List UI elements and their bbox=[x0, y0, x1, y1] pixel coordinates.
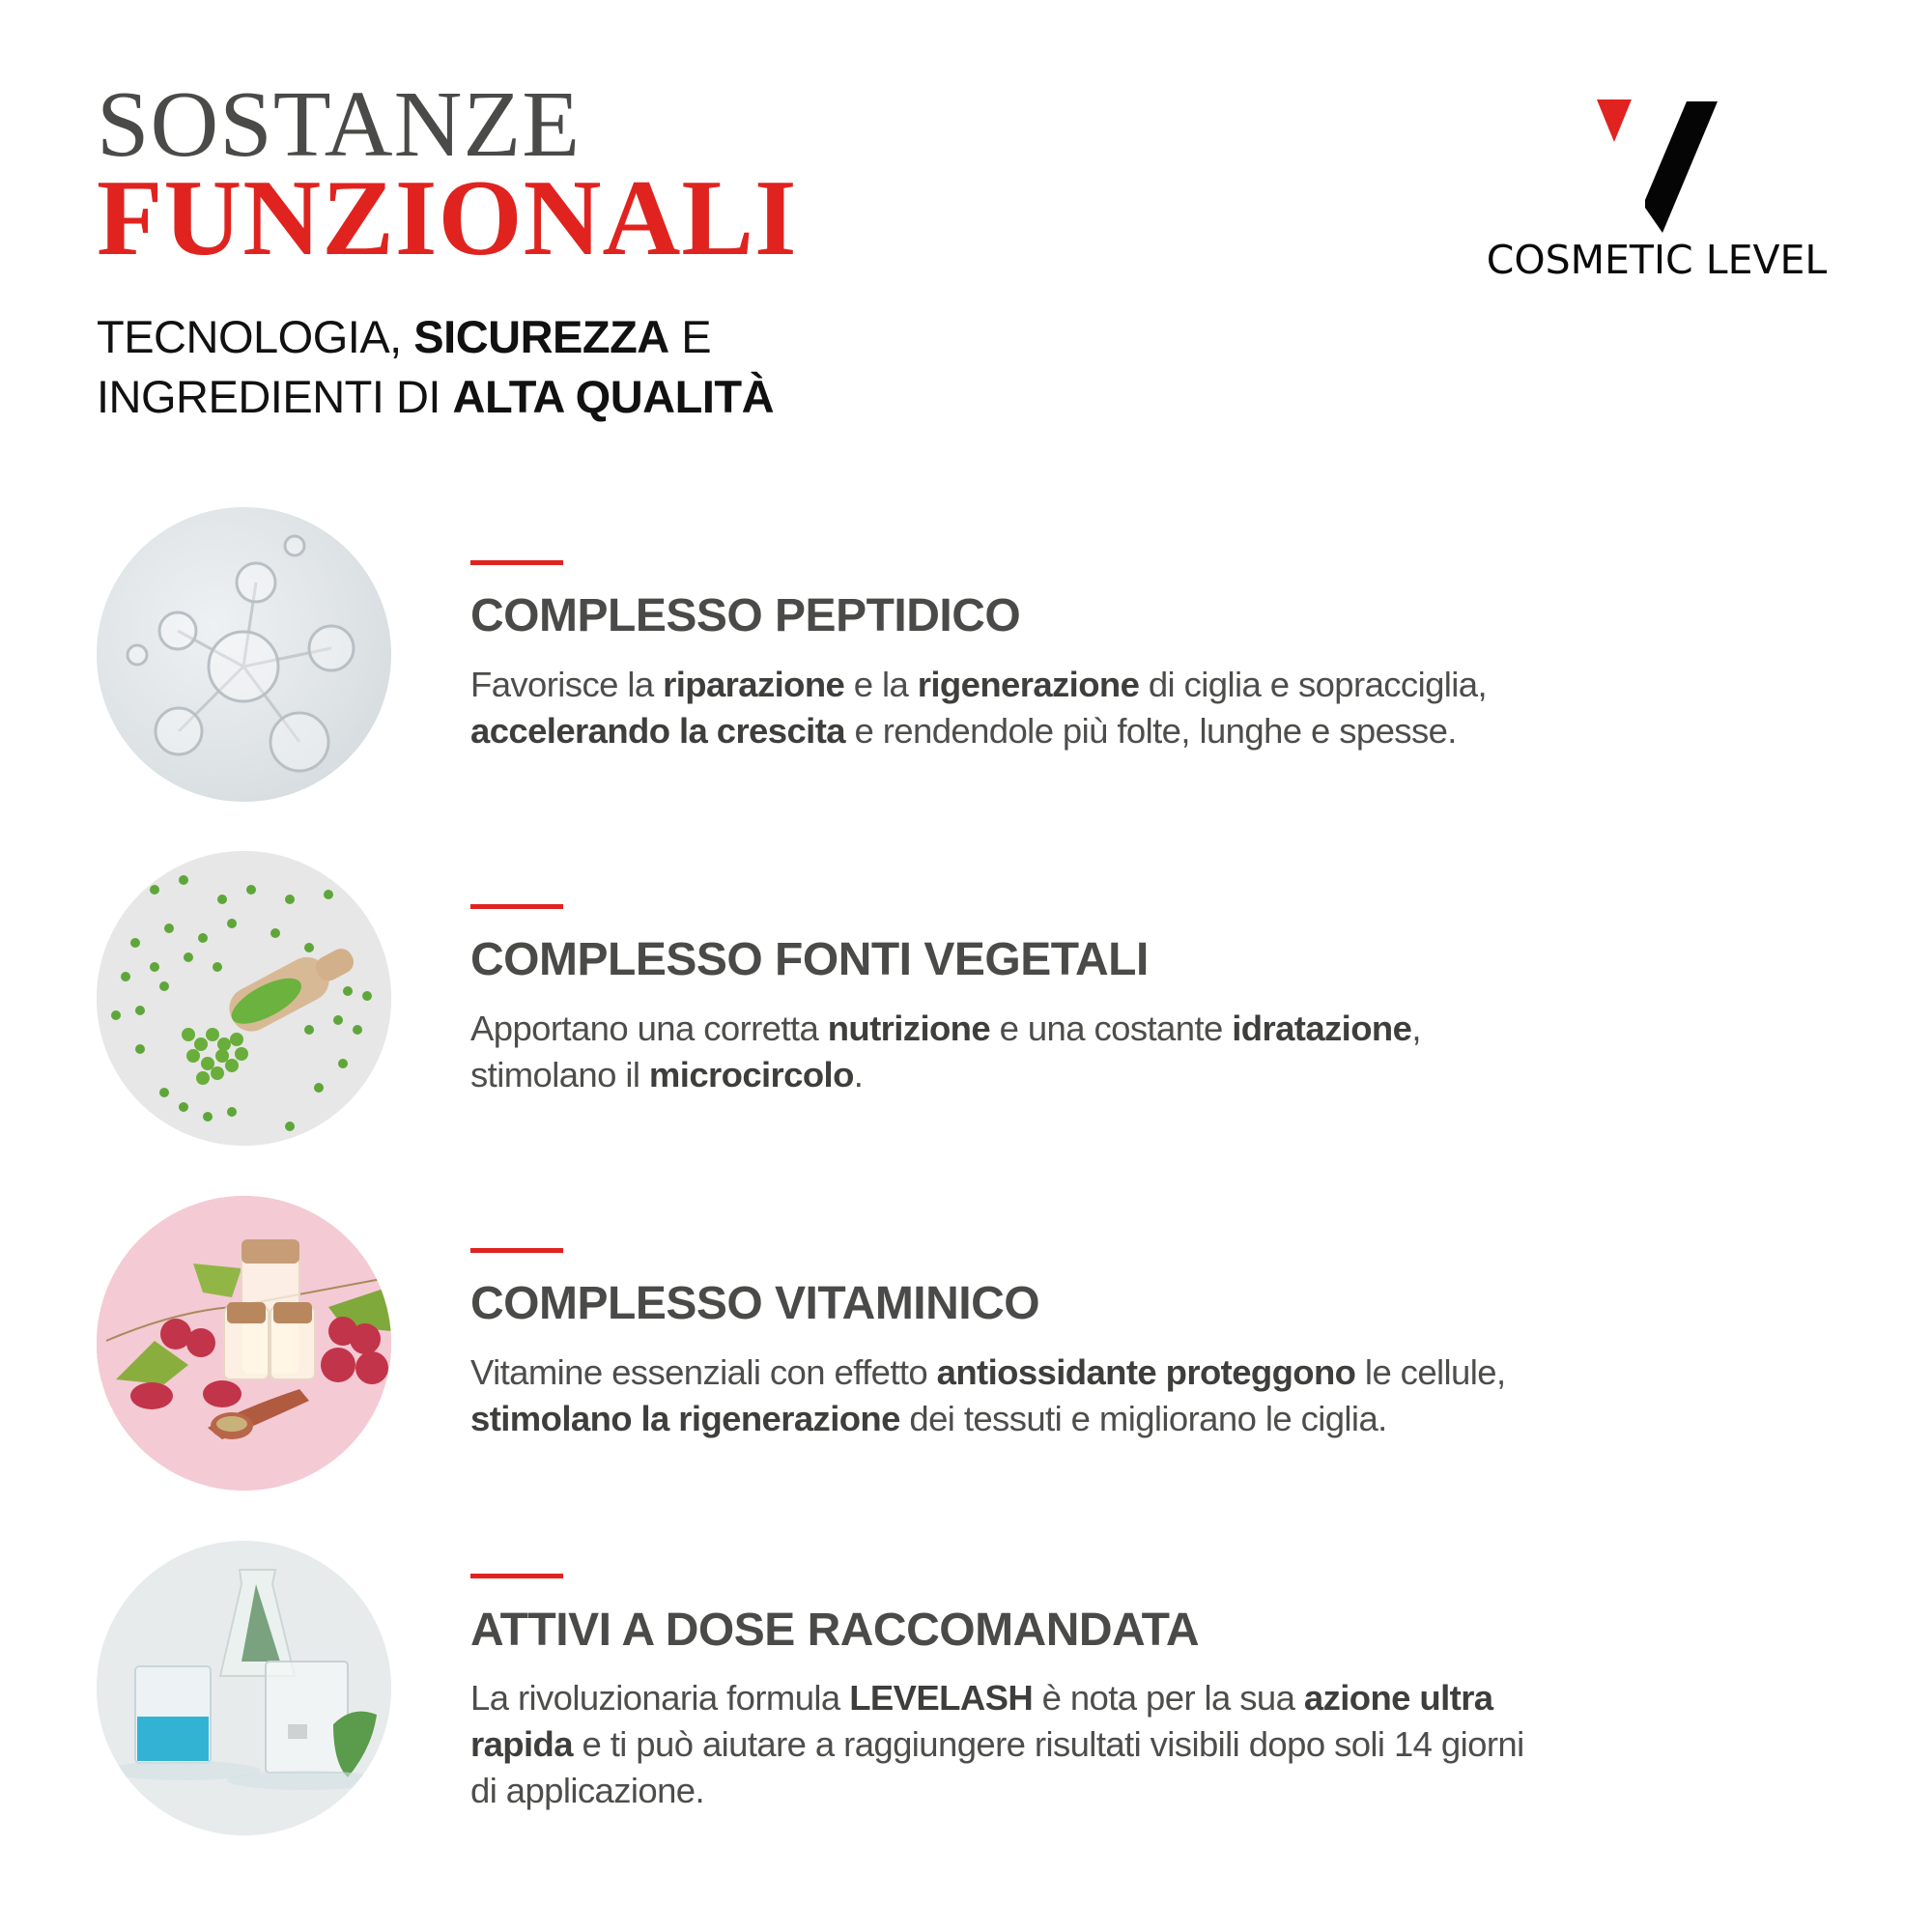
emphasis-text: idratazione bbox=[1232, 1009, 1412, 1048]
item-title: ATTIVI A DOSE RACCOMANDATA bbox=[470, 1605, 1200, 1656]
text-run: è nota per la sua bbox=[1033, 1678, 1304, 1718]
page-title-line-2: FUNZIONALI bbox=[97, 158, 798, 278]
text-run: , bbox=[1411, 1009, 1421, 1048]
emphasis-text: microcircolo bbox=[648, 1055, 854, 1094]
emphasis-text: nutrizione bbox=[827, 1009, 991, 1048]
item-description bbox=[470, 1350, 1755, 1442]
subtitle-line-2 bbox=[97, 367, 774, 427]
lab-beakers-image bbox=[97, 1541, 391, 1835]
accent-bar bbox=[470, 560, 563, 565]
desc-line bbox=[470, 1768, 1755, 1814]
item-description bbox=[470, 662, 1755, 754]
emphasis-text: azione ultra bbox=[1303, 1678, 1493, 1718]
emphasis-text: stimolano la rigenerazione bbox=[470, 1399, 900, 1438]
green-lentils-scoop-image bbox=[97, 851, 391, 1146]
feature-item-peptide bbox=[0, 502, 1932, 802]
desc-line bbox=[470, 1052, 1755, 1098]
emphasis-text: accelerando la crescita bbox=[470, 711, 845, 751]
desc-line bbox=[470, 708, 1755, 754]
text-run: Apportano una corretta bbox=[470, 1009, 828, 1048]
item-title: COMPLESSO VITAMINICO bbox=[470, 1278, 1040, 1329]
item-title: COMPLESSO PEPTIDICO bbox=[470, 590, 1021, 641]
desc-line bbox=[470, 1396, 1755, 1442]
text-run: e una costante bbox=[990, 1009, 1233, 1048]
text-run: Favorisce la bbox=[470, 665, 664, 704]
desc-line bbox=[470, 662, 1755, 708]
text-run: di applicazione. bbox=[470, 1771, 705, 1810]
feature-item-plant-sources bbox=[0, 848, 1932, 1148]
subtitle bbox=[97, 307, 774, 427]
desc-line bbox=[470, 1721, 1755, 1768]
text-run: . bbox=[853, 1055, 864, 1094]
desc-line bbox=[470, 1350, 1755, 1396]
grape-seed-oil-image bbox=[97, 1196, 391, 1491]
emphasis-text: riparazione bbox=[663, 665, 845, 704]
text-run: Vitamine essenziali con effetto bbox=[470, 1352, 937, 1392]
brand-name: COSMETIC LEVEL bbox=[1486, 237, 1828, 283]
emphasis-text: rapida bbox=[470, 1724, 573, 1764]
molecule-image bbox=[97, 507, 391, 802]
item-description bbox=[470, 1006, 1755, 1098]
text-run: le cellule, bbox=[1355, 1352, 1506, 1392]
brand-logo bbox=[1473, 92, 1840, 285]
text-run: e la bbox=[844, 665, 918, 704]
text-run: e ti può aiutare a raggiungere risultati visibili dopo soli 14 giorni bbox=[572, 1724, 1524, 1764]
desc-line bbox=[470, 1006, 1755, 1052]
accent-bar bbox=[470, 904, 563, 909]
text-run: E bbox=[668, 311, 712, 362]
page-title-line-1: SOSTANZE bbox=[97, 72, 582, 177]
emphasis-text: rigenerazione bbox=[917, 665, 1140, 704]
text-run: INGREDIENTI DI bbox=[97, 371, 453, 422]
text-run: TECNOLOGIA, bbox=[97, 311, 414, 362]
emphasis-text: ALTA QUALITÀ bbox=[452, 371, 775, 422]
text-run: dei tessuti e migliorano le ciglia. bbox=[899, 1399, 1387, 1438]
text-run: e rendendole più folte, lunghe e spesse. bbox=[844, 711, 1457, 751]
feature-item-recommended-dose bbox=[0, 1538, 1932, 1837]
emphasis-text: LEVELASH bbox=[849, 1678, 1034, 1718]
feature-item-vitamins bbox=[0, 1193, 1932, 1492]
v-chevron-logo-icon bbox=[1473, 92, 1840, 237]
text-run: La rivoluzionaria formula bbox=[470, 1678, 850, 1718]
item-title: COMPLESSO FONTI VEGETALI bbox=[470, 934, 1149, 985]
accent-bar bbox=[470, 1574, 563, 1578]
accent-bar bbox=[470, 1248, 563, 1253]
emphasis-text: SICUREZZA bbox=[413, 311, 669, 362]
emphasis-text: antiossidante proteggono bbox=[936, 1352, 1356, 1392]
text-run: stimolano il bbox=[470, 1055, 649, 1094]
item-description bbox=[470, 1675, 1755, 1814]
text-run: di ciglia e sopracciglia, bbox=[1139, 665, 1488, 704]
desc-line bbox=[470, 1675, 1755, 1721]
subtitle-line-1 bbox=[97, 307, 774, 367]
